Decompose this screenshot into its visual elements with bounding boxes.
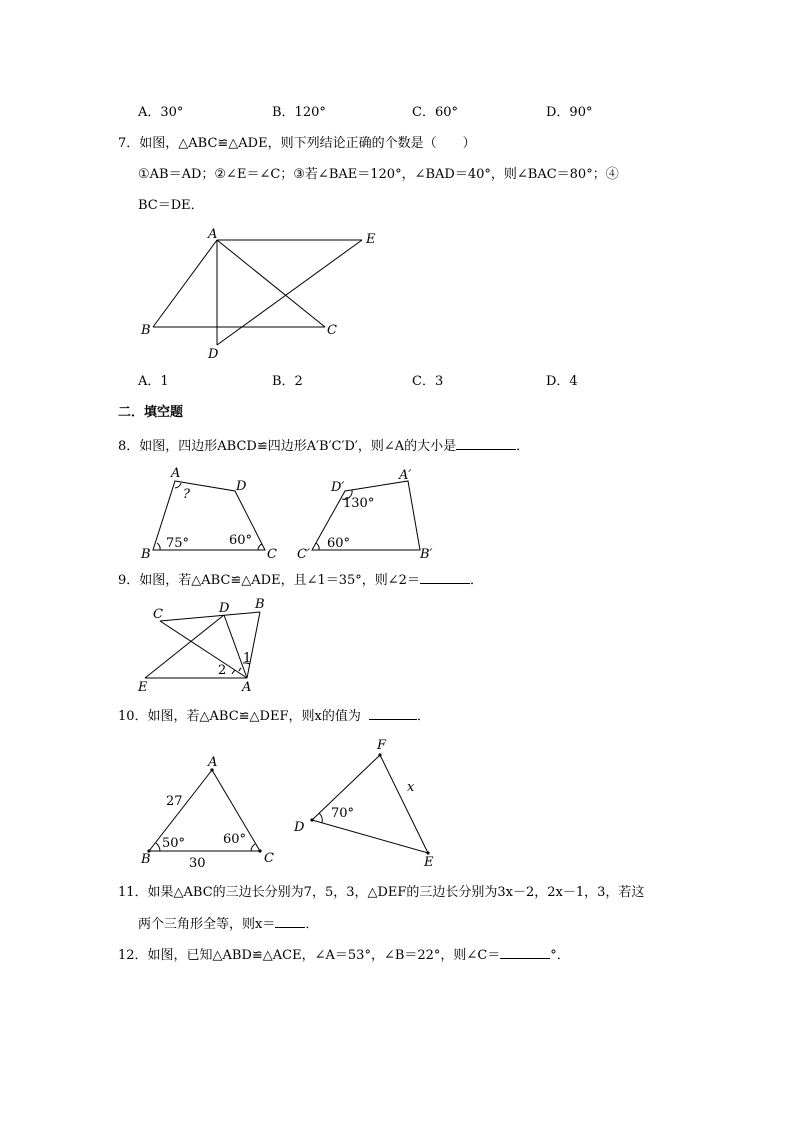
q10-fig1-side-ab: 27 <box>166 794 183 809</box>
q6-option-c: C．60° <box>412 105 458 120</box>
q10-fig1-angle-b: 50° <box>162 836 186 851</box>
q7-label-c: C <box>327 323 337 338</box>
q9-label-d: D <box>219 601 230 616</box>
q9-label-c: C <box>153 607 163 622</box>
q10-fig2-label-d: D <box>294 820 305 835</box>
q11-line2 <box>138 915 318 934</box>
q9-angle-1: 1 <box>243 651 252 666</box>
q8-fig2-label-d: D′ <box>331 480 345 495</box>
q11-line2-end: ． <box>305 917 319 932</box>
q8-fig2-angle-c: 60° <box>327 536 351 551</box>
q9-label-a: A <box>242 680 252 695</box>
q7-statements-end: BC＝DE． <box>138 198 204 213</box>
q9-label-b: B <box>255 597 265 612</box>
q10-fig1-side-bc: 30 <box>189 856 206 871</box>
q8-fig1-angle-b: 75° <box>166 536 190 551</box>
q8-fig2-label-c: C′ <box>297 547 310 562</box>
q10-fig1-label-b: B <box>141 852 151 867</box>
q10-fig2-label-e: E <box>424 855 434 870</box>
q7-statements: ①AB＝AD；②∠E＝∠C；③若∠BAE＝120°，∠BAD＝40°，则∠BAC＝80°；④ <box>138 167 619 182</box>
q11-answer-blank <box>275 915 305 928</box>
q7-stem: 7．如图，△ABC≌△ADE，则下列结论正确的个数是（ ） <box>118 136 476 151</box>
q10-fig2-label-f: F <box>377 738 387 753</box>
q8-fig1-label-a: A <box>171 466 181 481</box>
q11-line2-text: 两个三角形全等，则x＝ <box>138 917 276 932</box>
q8-fig1-label-c: C <box>267 547 277 562</box>
section-title: 二．填空题 <box>118 405 184 420</box>
q10-fig1-label-a: A <box>208 755 218 770</box>
q8-fig2-angle-d: 130° <box>343 496 375 511</box>
q10-fig2-side-x: x <box>407 780 415 795</box>
q8-stem-end: ． <box>516 439 530 454</box>
q8-fig1-label-b: B <box>141 547 151 562</box>
q7-option-d: D．4 <box>546 374 578 389</box>
q9-stem-end: ． <box>469 573 483 588</box>
q8-fig1-question: ? <box>183 487 190 502</box>
q8-fig2-label-a: A′ <box>399 468 412 483</box>
q7-label-a: A <box>208 227 218 242</box>
q7-label-e: E <box>366 232 376 247</box>
q10-fig2-angle-d: 70° <box>331 806 355 821</box>
q12-stem <box>118 946 570 965</box>
q7-option-c: C．3 <box>412 374 444 389</box>
q9-stem-text: 9．如图，若△ABC≌△ADE，且∠1＝35°，则∠2＝ <box>118 573 420 588</box>
q12-stem-text: 12．如图，已知△ABD≌△ACE，∠A＝53°，∠B＝22°，则∠C＝ <box>118 948 501 963</box>
q9-label-e: E <box>138 680 148 695</box>
q6-option-d: D．90° <box>546 105 593 120</box>
q8-fig1-label-d: D <box>236 479 247 494</box>
q7-label-b: B <box>141 323 151 338</box>
q6-option-b: B．120° <box>272 105 326 120</box>
q11-line1: 11．如果△ABC的三边长分别为7，5，3，△DEF的三边长分别为3x－2，2x－1，3，若这 <box>118 885 645 900</box>
q7-option-a: A．1 <box>138 374 169 389</box>
q8-fig1-angle-c: 60° <box>229 533 253 548</box>
q10-fig1-label-c: C <box>264 851 274 866</box>
q8-fig2-label-b: B′ <box>420 547 433 562</box>
q12-stem-end: °． <box>550 948 570 963</box>
q7-label-d: D <box>208 347 219 362</box>
q10-stem-text: 10．如图，若△ABC≌△DEF，则x的值为 <box>118 709 361 724</box>
q8-stem-text: 8．如图，四边形ABCD≌四边形A′B′C′D′，则∠A的大小是 <box>118 439 457 454</box>
q10-stem-end: ． <box>416 709 430 724</box>
q7-option-b: B．2 <box>272 374 303 389</box>
q10-fig1-angle-c: 60° <box>223 832 247 847</box>
q12-answer-blank <box>500 946 550 959</box>
q6-option-a: A．30° <box>138 105 184 120</box>
q9-angle-2: 2 <box>218 663 227 678</box>
